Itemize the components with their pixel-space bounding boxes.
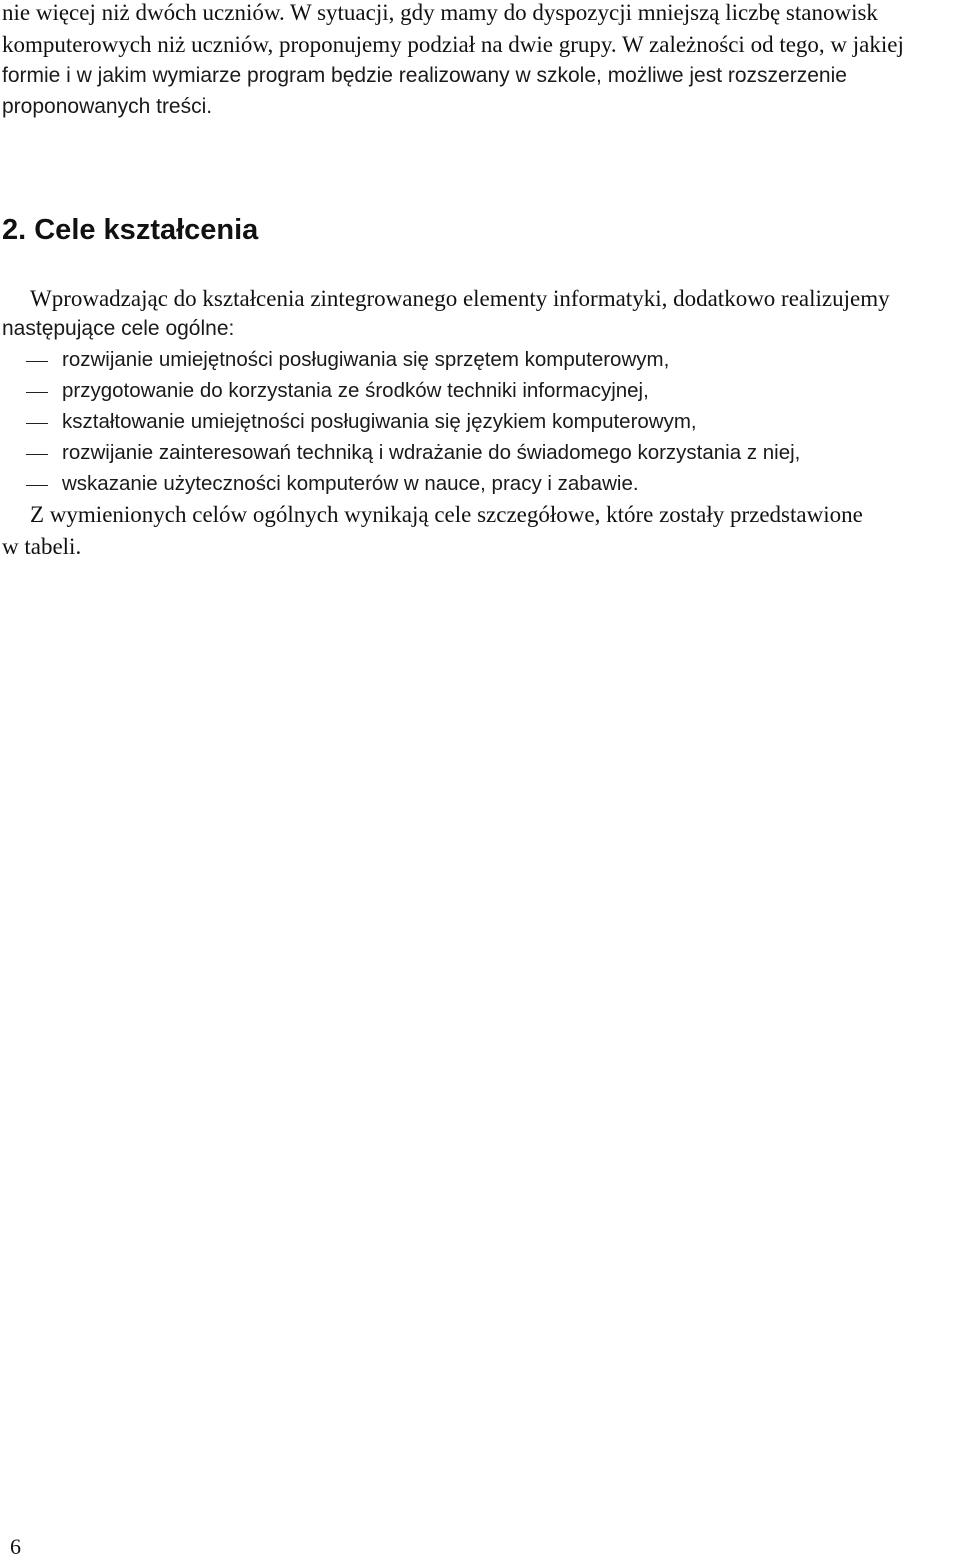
list-item: rozwijanie zainteresowań techniką i wdrażanie do świadomego korzystania z niej, [62,441,801,464]
intro-line-2: komputerowych niż uczniów, proponujemy podział na dwie grupy. W zależności od tego, w jakiej [2,32,904,57]
list-bullet-dash [26,454,48,455]
section-paragraph-line-2: następujące cele ogólne: [2,317,235,340]
closing-line-2: w tabeli. [2,534,82,559]
list-item: wskazanie użyteczności komputerów w nauce, pracy i zabawie. [62,472,639,495]
list-bullet-dash [26,485,48,486]
list-bullet-dash [26,392,48,393]
section-paragraph-line-1: Wprowadzając do kształcenia zintegrowanego elementy informatyki, dodatkowo realizujemy [30,286,890,311]
intro-line-4: proponowanych treści. [2,95,213,118]
closing-line-1: Z wymienionych celów ogólnych wynikają cele szczegółowe, które zostały przedstawione [30,502,863,527]
list-bullet-dash [26,361,48,362]
intro-line-1: nie więcej niż dwóch uczniów. W sytuacji, gdy mamy do dyspozycji mniejszą liczbę stanowisk [2,0,878,25]
page-number: 6 [10,1534,21,1559]
list-item: rozwijanie umiejętności posługiwania się sprzętem komputerowym, [62,348,670,371]
list-bullet-dash [26,423,48,424]
list-item: kształtowanie umiejętności posługiwania się językiem komputerowym, [62,410,697,433]
intro-line-3: formie i w jakim wymiarze program będzie realizowany w szkole, możliwe jest rozszerzenie [2,64,847,87]
list-item: przygotowanie do korzystania ze środków techniki informacyjnej, [62,379,649,402]
section-heading: 2. Cele kształcenia [2,214,259,246]
